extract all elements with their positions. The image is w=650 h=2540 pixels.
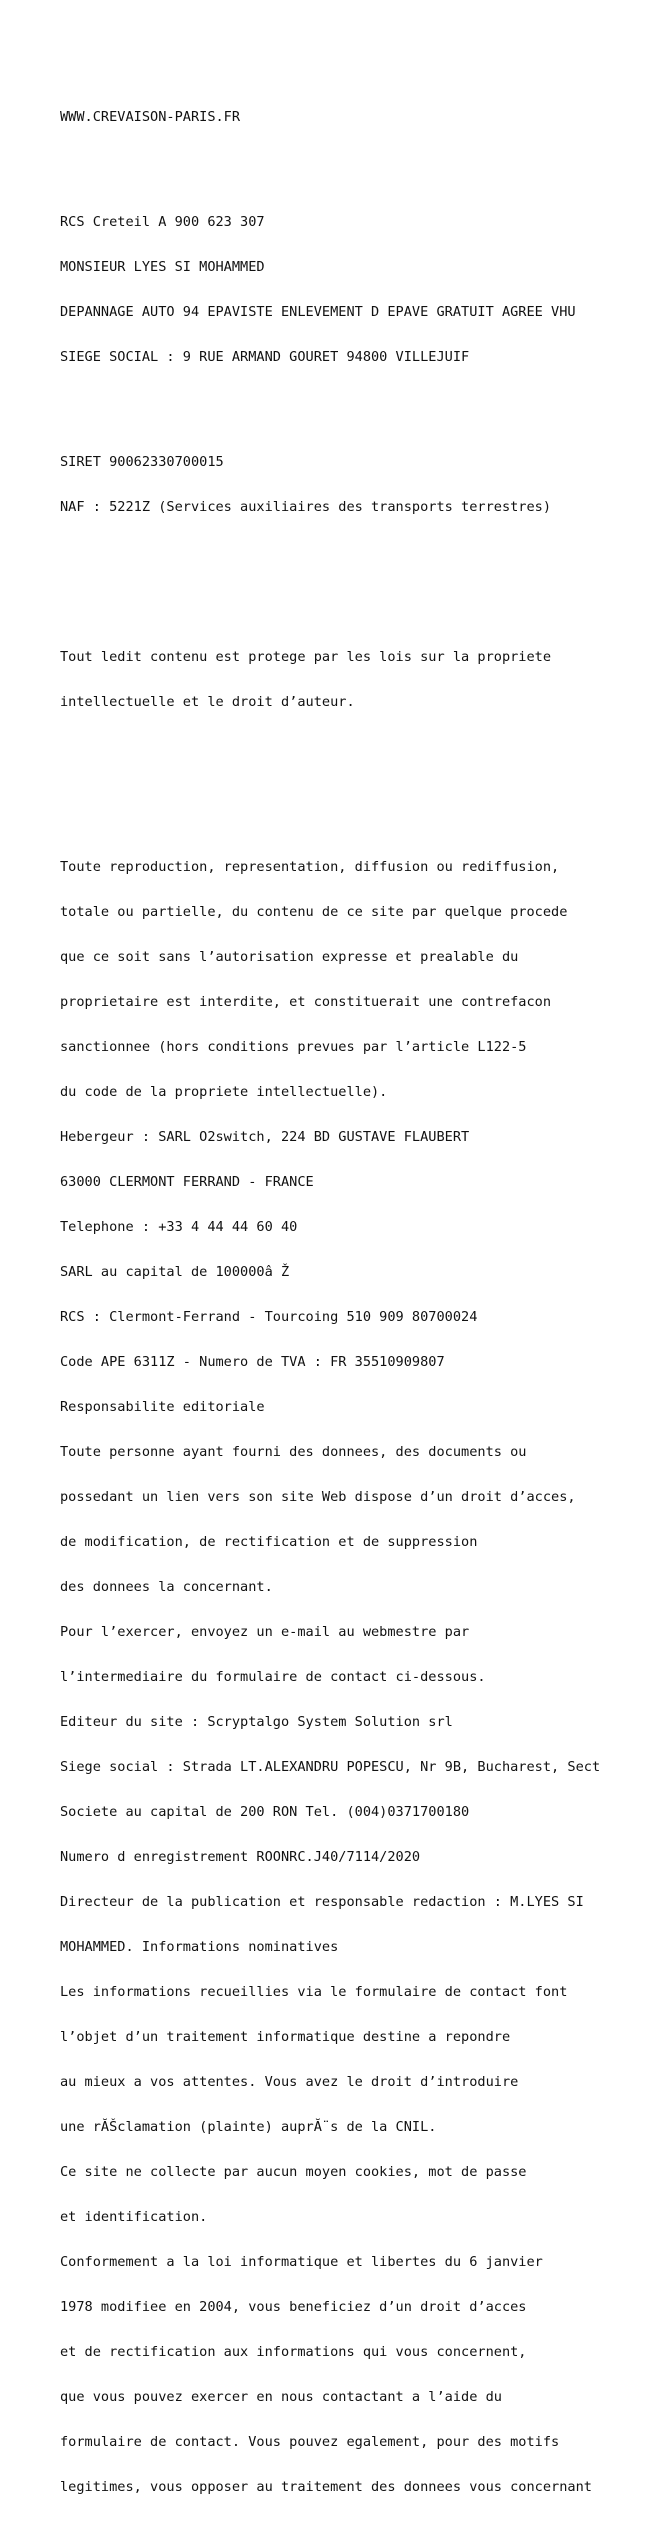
- paragraph-line: formulaire de contact. Vous pouvez egalement, pour des motifs: [60, 2434, 560, 2450]
- legal-notice-document: [60, 80, 650, 2540]
- paragraph-line: du code de la propriete intellectuelle).: [60, 1084, 388, 1100]
- paragraph-line: 1978 modifiee en 2004, vous beneficiez d’un droit d’acces: [60, 2299, 527, 2315]
- legal-paragraph: [60, 830, 650, 2525]
- paragraph-line: Pour l’exercer, envoyez un e-mail au webmestre par: [60, 1624, 470, 1640]
- host-address-line: 63000 CLERMONT FERRAND - FRANCE: [60, 1174, 314, 1190]
- paragraph-line: Toute reproduction, representation, diffusion ou rediffusion,: [60, 859, 560, 875]
- activity-line: DEPANNAGE AUTO 94 EPAVISTE ENLEVEMENT D EPAVE GRATUIT AGREE VHU: [60, 304, 576, 320]
- paragraph-line: que vous pouvez exercer en nous contactant a l’aide du: [60, 2389, 502, 2405]
- site-url: WWW.CREVAISON-PARIS.FR: [60, 109, 241, 125]
- editor-line: Editeur du site : Scryptalgo System Solution srl: [60, 1714, 453, 1730]
- paragraph-line: intellectuelle et le droit d’auteur.: [60, 694, 355, 710]
- paragraph-line: Conformement a la loi informatique et libertes du 6 janvier: [60, 2254, 543, 2270]
- spacer: [60, 395, 650, 410]
- copyright-paragraph: [60, 620, 650, 740]
- paragraph-line: proprietaire est interdite, et constituerait une contrefacon: [60, 994, 552, 1010]
- naf-line: NAF : 5221Z (Services auxiliaires des transports terrestres): [60, 499, 552, 515]
- paragraph-line: au mieux a vos attentes. Vous avez le droit d’introduire: [60, 2074, 519, 2090]
- host-capital-line: SARL au capital de 100000â Ž: [60, 1264, 290, 1280]
- owner-line: MONSIEUR LYES SI MOHAMMED: [60, 259, 265, 275]
- spacer: [60, 155, 650, 170]
- spacer: [60, 770, 650, 785]
- paragraph-line: de modification, de rectification et de suppression: [60, 1534, 478, 1550]
- host-ape-line: Code APE 6311Z - Numero de TVA : FR 35510909807: [60, 1354, 445, 1370]
- paragraph-line: des donnees la concernant.: [60, 1579, 273, 1595]
- paragraph-line: Tout ledit contenu est protege par les lois sur la propriete: [60, 649, 552, 665]
- paragraph-line: Les informations recueillies via le formulaire de contact font: [60, 1984, 568, 2000]
- spacer: [60, 545, 650, 575]
- paragraph-line: possedant un lien vers son site Web dispose d’un droit d’acces,: [60, 1489, 576, 1505]
- editor-capital-line: Societe au capital de 200 RON Tel. (004)0371700180: [60, 1804, 470, 1820]
- editor-registration-line: Numero d enregistrement ROONRC.J40/7114/2020: [60, 1849, 421, 1865]
- paragraph-line: Ce site ne collecte par aucun moyen cookies, mot de passe: [60, 2164, 527, 2180]
- host-phone-line: Telephone : +33 4 44 44 60 40: [60, 1219, 298, 1235]
- paragraph-line: et identification.: [60, 2209, 208, 2225]
- paragraph-line: l’objet d’un traitement informatique destine a repondre: [60, 2029, 511, 2045]
- director-line: Directeur de la publication et responsable redaction : M.LYES SI: [60, 1894, 584, 1910]
- paragraph-line: sanctionnee (hors conditions prevues par l’article L122-5: [60, 1039, 527, 1055]
- host-rcs-line: RCS : Clermont-Ferrand - Tourcoing 510 909 80700024: [60, 1309, 478, 1325]
- director-line: MOHAMMED. Informations nominatives: [60, 1939, 339, 1955]
- paragraph-line: l’intermediaire du formulaire de contact ci-dessous.: [60, 1669, 486, 1685]
- paragraph-line: une rĂŠclamation (plainte) auprĂ¨s de la CNIL.: [60, 2119, 437, 2135]
- siret-line: SIRET 90062330700015: [60, 454, 224, 470]
- paragraph-line: Toute personne ayant fourni des donnees, des documents ou: [60, 1444, 527, 1460]
- paragraph-line: totale ou partielle, du contenu de ce site par quelque procede: [60, 904, 568, 920]
- paragraph-line: que ce soit sans l’autorisation expresse et prealable du: [60, 949, 519, 965]
- paragraph-line: et de rectification aux informations qui vous concernent,: [60, 2344, 527, 2360]
- editor-address-line: Siege social : Strada LT.ALEXANDRU POPESCU, Nr 9B, Bucharest, Sect: [60, 1759, 601, 1775]
- rcs-line: RCS Creteil A 900 623 307: [60, 214, 265, 230]
- siege-line: SIEGE SOCIAL : 9 RUE ARMAND GOURET 94800 VILLEJUIF: [60, 349, 470, 365]
- paragraph-line: legitimes, vous opposer au traitement des donnees vous concernant: [60, 2479, 592, 2495]
- editorial-heading: Responsabilite editoriale: [60, 1399, 265, 1415]
- host-line: Hebergeur : SARL O2switch, 224 BD GUSTAVE FLAUBERT: [60, 1129, 470, 1145]
